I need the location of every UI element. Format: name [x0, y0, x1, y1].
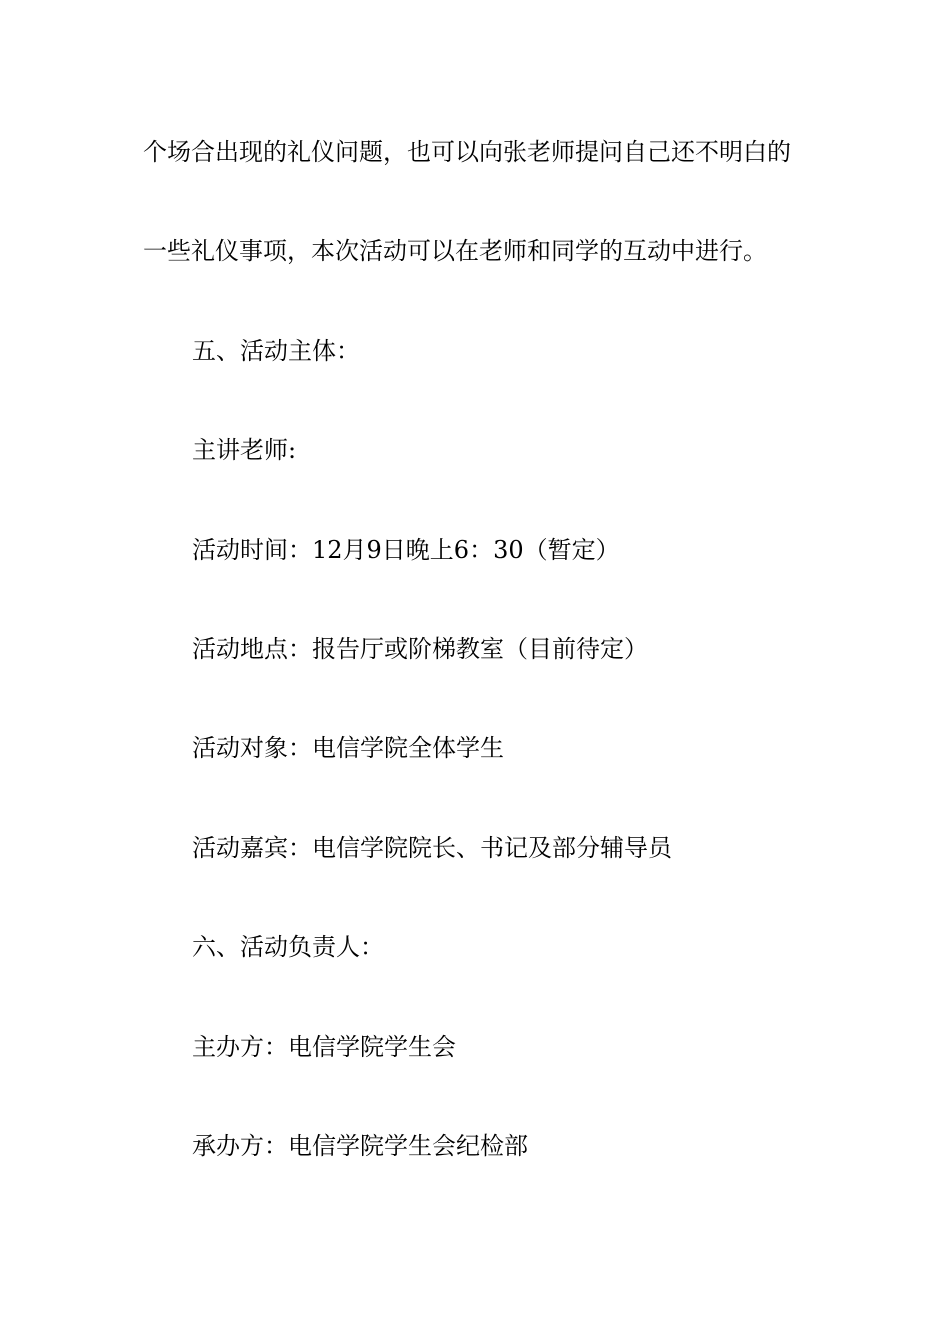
- body-text-line: 个场合出现的礼仪问题，也可以向张老师提问自己还不明白的: [143, 138, 791, 166]
- event-time-line: 活动时间：12月9日晚上6：30（暂定）: [192, 536, 620, 564]
- body-text-line: 一些礼仪事项，本次活动可以在老师和同学的互动中进行。: [143, 237, 767, 265]
- event-audience-line: 活动对象：电信学院全体学生: [192, 734, 504, 762]
- section-heading: 五、活动主体：: [192, 337, 360, 365]
- section-heading: 六、活动负责人：: [192, 933, 384, 961]
- event-guests-line: 活动嘉宾：电信学院院长、书记及部分辅导员: [192, 834, 672, 862]
- event-location-line: 活动地点：报告厅或阶梯教室（目前待定）: [192, 635, 648, 663]
- host-line: 主办方：电信学院学生会: [192, 1033, 456, 1061]
- organizer-line: 承办方：电信学院学生会纪检部: [192, 1132, 528, 1160]
- speaker-line: 主讲老师:: [192, 436, 297, 464]
